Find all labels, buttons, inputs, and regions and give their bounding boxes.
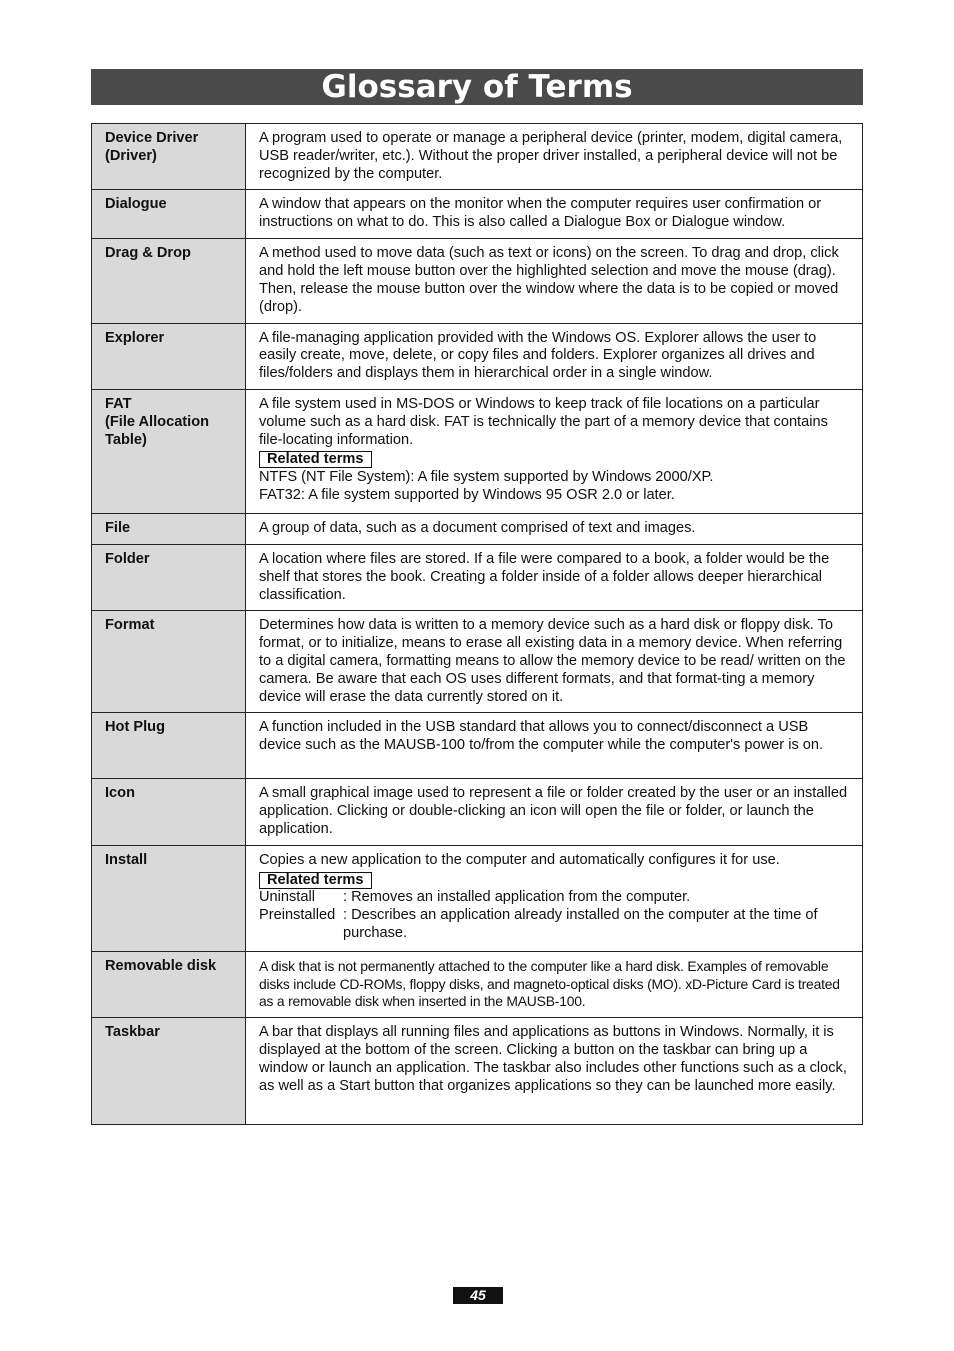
term-text: Format — [105, 617, 155, 634]
glossary-row — [92, 190, 863, 239]
glossary-row — [92, 713, 863, 779]
related-term-name: Uninstall — [259, 889, 315, 906]
glossary-row — [92, 845, 863, 951]
definition-text: A disk that is not permanently attached to the computer like a hard disk. Examples of removable disks include CD-ROMs, floppy disks, and magneto-optical disks (MO). xD-Picture Card is treated as a removable disk when inserted in the MAUSB-100. — [259, 957, 840, 1010]
term-text: FAT (File Allocation Table) — [105, 395, 210, 448]
glossary-row — [92, 513, 863, 544]
glossary-row — [92, 951, 863, 1017]
term-text: Taskbar — [105, 1024, 160, 1041]
definition-text: A file system used in MS-DOS or Windows to keep track of file locations on a particular volume such as a hard disk. FAT is technically the part of a memory device that contains file-locating information. — [259, 395, 828, 448]
glossary-definition — [246, 611, 863, 713]
glossary-term — [92, 513, 246, 544]
glossary-definition — [246, 544, 863, 610]
glossary-definition — [246, 713, 863, 779]
related-terms-label: Related terms — [259, 451, 372, 468]
glossary-term — [92, 779, 246, 845]
glossary-definition — [246, 239, 863, 323]
glossary-definition — [246, 1018, 863, 1125]
definition-text: A bar that displays all running files and applications as buttons in Windows. Normally, it is displayed at the bottom of the screen. Clicking a button on the taskbar can bring up a window or launch an application. The taskbar also includes other functions such as a clock, as well as a Start button that organizes applications so they can be launched more easily. — [259, 1024, 847, 1094]
glossary-term — [92, 713, 246, 779]
glossary-term — [92, 845, 246, 951]
definition-text: A program used to operate or manage a peripheral device (printer, modem, digital camera, USB reader/writer, etc.). Without the proper driver installed, a peripheral device will not be recognized by the computer. — [259, 130, 843, 182]
related-term-name: Preinstalled — [259, 907, 336, 924]
glossary-row — [92, 389, 863, 513]
related-term-desc: : Removes an installed application from the computer. — [343, 889, 691, 906]
glossary-definition — [246, 513, 863, 544]
glossary-term — [92, 544, 246, 610]
page-number: 45 — [453, 1287, 503, 1304]
glossary-definition — [246, 951, 863, 1017]
definition-text: A window that appears on the monitor when the computer requires user confirmation or instructions on what to do. This is also called a Dialogue Box or Dialogue window. — [259, 196, 822, 231]
related-term-line: NTFS (NT File System): A file system supported by Windows 2000/XP. — [259, 469, 714, 486]
term-text: Drag & Drop — [105, 245, 191, 262]
related-terms-label: Related terms — [259, 872, 372, 889]
definition-text: Copies a new application to the computer and automatically configures it for use. — [259, 851, 780, 868]
related-term-line: FAT32: A file system supported by Windows 95 OSR 2.0 or later. — [259, 486, 675, 503]
definition-text: A function included in the USB standard that allows you to connect/disconnect a USB device such as the MAUSB-100 to/from the computer while the computer's power is on. — [259, 719, 824, 754]
definition-text: Determines how data is written to a memory device such as a hard disk or floppy disk. To format, or to initialize, means to erase all existing data in a memory device. When referring to a digital camera, formatting means to allow the memory device to be read/ written on the camera. Be aware that each OS uses different formats, and that format-ting a memory device will erase the data currently stored on it. — [259, 617, 846, 705]
glossary-row — [92, 544, 863, 610]
term-text: Device Driver (Driver) — [105, 130, 199, 164]
glossary-definition — [246, 124, 863, 190]
glossary-row — [92, 1018, 863, 1125]
term-text: Hot Plug — [105, 719, 165, 736]
definition-text: A location where files are stored. If a file were compared to a book, a folder would be the shelf that stores the book. Creating a folder inside of a folder allows deeper hierarchical classification. — [259, 550, 830, 603]
definition-text: A method used to move data (such as text or icons) on the screen. To drag and drop, click and hold the left mouse button over the highlighted selection and move the mouse (drag). Then, release the mouse button over the window where the data is to be copied or moved (drop). — [259, 245, 839, 315]
definition-text: A file-managing application provided with the Windows OS. Explorer allows the user to easily create, move, delete, or copy files and folders. Explorer organizes all drives and files/folders and displays them in hierarchical order in a single window. — [259, 329, 817, 382]
glossary-term — [92, 389, 246, 513]
definition-text: A small graphical image used to represent a file or folder created by the user or an installed application. Clicking or double-clicking an icon will open the file or folder, or launch the application. — [259, 785, 848, 837]
term-text: Explorer — [105, 329, 165, 346]
glossary-term — [92, 239, 246, 323]
related-term-row — [259, 907, 854, 943]
term-text: Dialogue — [105, 196, 167, 213]
term-text: Removable disk — [105, 957, 217, 974]
glossary-row — [92, 239, 863, 323]
related-term-row — [259, 889, 854, 907]
glossary-definition — [246, 323, 863, 389]
glossary-term — [92, 611, 246, 713]
glossary-term — [92, 951, 246, 1017]
glossary-term — [92, 323, 246, 389]
term-text: File — [105, 519, 131, 536]
term-text: Icon — [105, 785, 135, 802]
term-text: Install — [105, 851, 148, 868]
glossary-term — [92, 190, 246, 239]
definition-text: A group of data, such as a document comprised of text and images. — [259, 519, 696, 536]
related-term-desc: : Describes an application already installed on the computer at the time of purchase. — [343, 907, 818, 941]
glossary-definition — [246, 190, 863, 239]
glossary-definition — [246, 389, 863, 513]
glossary-row — [92, 323, 863, 389]
glossary-term — [92, 1018, 246, 1125]
glossary-row — [92, 779, 863, 845]
glossary-row — [92, 124, 863, 190]
page-title: Glossary of Terms — [91, 69, 863, 105]
term-text: Folder — [105, 550, 150, 567]
glossary-definition — [246, 779, 863, 845]
glossary-definition — [246, 845, 863, 951]
glossary-row — [92, 611, 863, 713]
glossary-table — [91, 123, 863, 1125]
glossary-term — [92, 124, 246, 190]
